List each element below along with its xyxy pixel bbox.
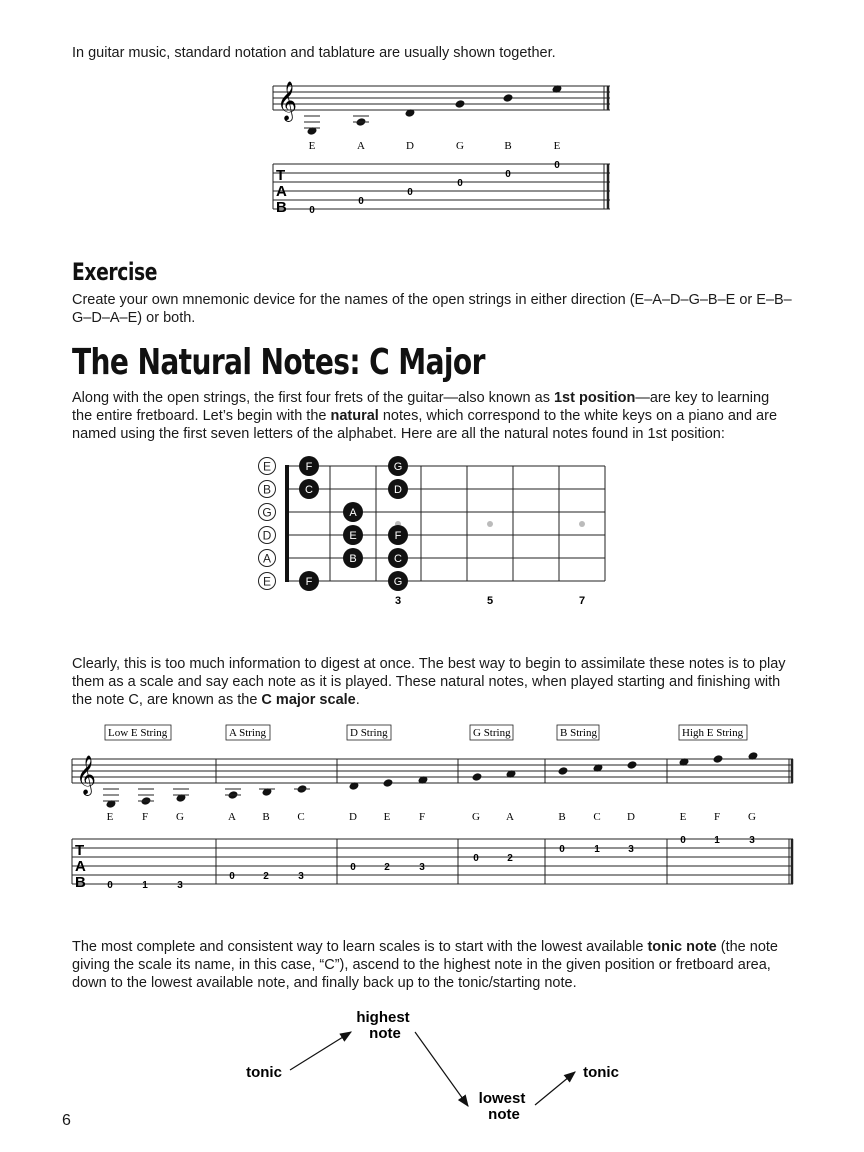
flow-tonic-start: tonic <box>246 1064 282 1081</box>
note-name: D <box>349 811 357 823</box>
note-dot <box>299 571 319 591</box>
note-name: E <box>383 811 391 823</box>
tab-number: 3 <box>177 880 183 891</box>
flow-lowest-line1: lowest <box>478 1090 526 1107</box>
arrow-down-icon <box>415 1032 468 1106</box>
svg-text:Low E String: Low E String <box>108 727 168 739</box>
fret-number: 5 <box>486 595 494 607</box>
svg-text:G: G <box>262 505 272 520</box>
string-label-box <box>679 725 747 740</box>
note-dot <box>343 502 363 522</box>
natural-notes-paragraph: Along with the open strings, the first four frets of the guitar—also known as 1st position—are key to learning the entire fretboard. Let’s begin with the natural notes, which correspond to the white keys on a piano and are named using the first seven letters of the alphabet. Here are all the natural notes found in 1st position: <box>72 390 778 442</box>
string-label-box <box>470 725 513 740</box>
open-string-label <box>259 573 276 590</box>
tab-number: 3 <box>419 862 425 873</box>
note-name: G <box>748 811 756 823</box>
svg-text:A String: A String <box>229 727 266 739</box>
flow-tonic-end: tonic <box>583 1064 619 1081</box>
fret-number: 3 <box>394 595 402 607</box>
svg-text:High E String: High E String <box>682 727 744 739</box>
c-major-scale-notation <box>0 718 864 898</box>
tab-clef <box>276 167 287 216</box>
string-label-box <box>347 725 391 740</box>
fret-number: 7 <box>578 595 586 607</box>
tab-clef <box>75 842 86 891</box>
svg-text:E: E <box>349 530 357 542</box>
treble-clef-icon: 𝄞 <box>76 755 97 795</box>
svg-text:A: A <box>349 507 357 519</box>
note-name: F <box>713 811 721 823</box>
tab-number: 0 <box>554 160 560 171</box>
exercise-heading: Exercise <box>72 258 158 286</box>
tab-number: 0 <box>505 169 511 180</box>
svg-text:G: G <box>393 461 403 473</box>
note-name: G <box>176 811 184 823</box>
section-heading: The Natural Notes: C Major <box>72 342 485 383</box>
note-head <box>383 778 394 788</box>
note-dot <box>343 525 363 545</box>
svg-text:D: D <box>394 484 402 496</box>
note-dot <box>299 456 319 476</box>
tab-number: 0 <box>107 880 113 891</box>
svg-text:B: B <box>349 553 357 565</box>
tab-number: 1 <box>594 844 600 855</box>
tab-number: 0 <box>358 196 364 207</box>
svg-text:F: F <box>394 530 402 542</box>
note-head <box>472 772 483 782</box>
tab-clef-a: A <box>276 183 287 200</box>
tab-number: 0 <box>407 187 413 198</box>
tab-number: 0 <box>559 844 565 855</box>
scale-note-names <box>107 811 756 823</box>
open-string-label <box>259 458 276 475</box>
note-dot <box>299 479 319 499</box>
tab-number: 3 <box>749 835 755 846</box>
tab-number: 0 <box>309 205 315 216</box>
tab-number: 0 <box>350 862 356 873</box>
note-name: B <box>262 811 270 823</box>
fret-markers <box>395 521 585 527</box>
note-name: F <box>418 811 426 823</box>
note-name: C <box>297 811 305 823</box>
note-dot <box>388 456 408 476</box>
scale-flow-diagram <box>0 1004 864 1124</box>
open-string-tab-numbers <box>309 160 560 216</box>
tab-clef-t: T <box>75 842 85 859</box>
tab-number: 3 <box>298 871 304 882</box>
note-name: F <box>141 811 149 823</box>
open-string-label <box>259 481 276 498</box>
svg-text:F: F <box>305 461 313 473</box>
svg-text:D String: D String <box>350 727 388 739</box>
open-string-label <box>259 527 276 544</box>
svg-text:C: C <box>305 484 313 496</box>
note-head <box>503 93 514 103</box>
note-dot <box>388 525 408 545</box>
note-head <box>353 116 369 127</box>
arrow-up-icon <box>535 1072 575 1105</box>
note-name: A <box>357 140 365 152</box>
flow-highest-line1: highest <box>356 1009 410 1026</box>
tab-number: 3 <box>628 844 634 855</box>
note-dot <box>388 571 408 591</box>
open-string-label <box>259 504 276 521</box>
flow-highest-line2: note <box>369 1025 401 1042</box>
tab-number: 1 <box>714 835 720 846</box>
tab-clef-t: T <box>276 167 286 184</box>
note-head <box>138 789 154 806</box>
note-head <box>713 754 724 764</box>
svg-text:B String: B String <box>560 727 597 739</box>
fretboard-diagram <box>0 450 864 610</box>
note-dot <box>388 548 408 568</box>
svg-text:D: D <box>262 528 272 543</box>
exercise-paragraph: Create your own mnemonic device for the names of the open strings in either direction (E–A–D–G–B–E or E–B–G–D–A–E) or both. <box>72 292 792 326</box>
note-head <box>225 789 241 800</box>
note-head <box>259 787 275 797</box>
string-label-box <box>105 725 171 740</box>
svg-text:B: B <box>262 482 272 497</box>
scale-paragraph: Clearly, this is too much information to digest at once. The best way to begin to assimilate these notes is to play them as a scale and say each note as it is played. These natural notes, when played starting and finishing with the note C, are known as the C major scale. <box>72 656 786 708</box>
treble-clef-icon: 𝄞 <box>277 81 298 121</box>
note-head <box>627 760 638 770</box>
tab-number: 0 <box>680 835 686 846</box>
note-name: B <box>558 811 566 823</box>
tab-number: 0 <box>457 178 463 189</box>
tab-clef-a: A <box>75 858 86 875</box>
fret-numbers <box>395 595 585 607</box>
fret-marker-5 <box>487 521 493 527</box>
svg-text:G String: G String <box>473 727 511 739</box>
arrow-up-icon <box>290 1032 351 1070</box>
note-name: E <box>106 811 114 823</box>
intro-paragraph: In guitar music, standard notation and tablature are usually shown together. <box>72 45 556 61</box>
tab-number: 2 <box>263 871 269 882</box>
note-name: B <box>504 140 512 152</box>
note-name: D <box>627 811 635 823</box>
note-dot <box>343 548 363 568</box>
note-name: G <box>472 811 480 823</box>
note-head <box>304 116 320 136</box>
note-head <box>455 99 466 109</box>
note-dots <box>299 456 408 591</box>
scale-note-heads <box>103 751 758 809</box>
tab-number: 0 <box>473 853 479 864</box>
open-string-label <box>259 550 276 567</box>
tab-clef-b: B <box>276 199 287 216</box>
svg-text:G: G <box>393 576 403 588</box>
tab-number: 1 <box>142 880 148 891</box>
note-name: G <box>456 140 464 152</box>
note-head <box>294 784 310 794</box>
scale-tab-numbers <box>107 835 755 891</box>
note-name: E <box>553 140 561 152</box>
string-labels <box>105 725 747 740</box>
fretboard-nut <box>285 465 289 582</box>
page-number: 6 <box>62 1112 71 1129</box>
note-name: E <box>308 140 316 152</box>
fret-marker-7 <box>579 521 585 527</box>
note-name: D <box>406 140 414 152</box>
svg-text:E: E <box>262 574 272 589</box>
note-head <box>558 766 569 776</box>
open-string-note-names <box>309 140 561 152</box>
tonic-paragraph: The most complete and consistent way to learn scales is to start with the lowest available tonic note (the note giving the scale its name, in this case, “C”), ascend to the highest note in the given position or fretboard area, down to the lowest available note, and finally back up to the tonic/starting note. <box>72 939 778 991</box>
svg-text:E: E <box>262 459 272 474</box>
note-head <box>173 789 189 803</box>
tab-number: 0 <box>229 871 235 882</box>
svg-text:A: A <box>262 551 272 566</box>
string-label-box <box>557 725 599 740</box>
note-name: A <box>506 811 514 823</box>
svg-text:C: C <box>394 553 402 565</box>
svg-text:F: F <box>305 576 313 588</box>
open-string-labels <box>259 458 276 590</box>
fretboard-grid <box>288 466 605 581</box>
string-label-box <box>226 725 270 740</box>
tab-clef-b: B <box>75 874 86 891</box>
note-head <box>103 789 119 809</box>
note-name: E <box>679 811 687 823</box>
note-dot <box>388 479 408 499</box>
note-name: A <box>228 811 236 823</box>
note-name: C <box>593 811 601 823</box>
tab-number: 2 <box>384 862 390 873</box>
tab-number: 2 <box>507 853 513 864</box>
flow-lowest-line2: note <box>488 1106 520 1123</box>
